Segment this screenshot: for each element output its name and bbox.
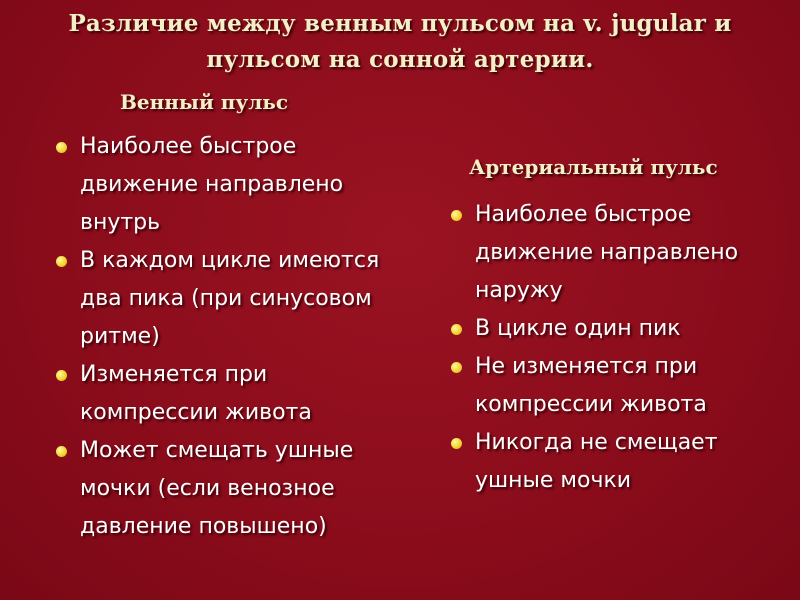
arterial-pulse-list (445, 196, 790, 500)
venous-pulse-list (50, 128, 380, 546)
list-item-text: В цикле один пик (475, 316, 681, 341)
bullet-icon (451, 438, 462, 449)
list-item-text: Не изменяется при компрессии живота (475, 354, 707, 417)
list-item-text: Наиболее быстрое движение направлено наружу (475, 202, 739, 303)
list-item (445, 348, 790, 424)
list-item (445, 196, 790, 310)
list-item (50, 242, 380, 356)
bullet-icon (451, 362, 462, 373)
list-item (50, 128, 380, 242)
list-item (50, 356, 380, 432)
venous-pulse-header: Венный пульс (120, 90, 289, 114)
bullet-icon (451, 324, 462, 335)
list-item-text: Никогда не смещает ушные мочки (475, 430, 718, 493)
bullet-icon (56, 446, 67, 457)
bullet-icon (56, 142, 67, 153)
arterial-pulse-header: Артериальный пульс (469, 155, 718, 179)
slide-title: Различие между венным пульсом на v. jugular и пульсом на сонной артерии. (68, 10, 732, 73)
bullet-icon (451, 210, 462, 221)
list-item-text: В каждом цикле имеются два пика (при синусовом ритме) (80, 248, 380, 349)
list-item (445, 310, 790, 348)
list-item (445, 424, 790, 500)
list-item-text: Изменяется при компрессии живота (80, 362, 312, 425)
list-item-text: Наиболее быстрое движение направлено внутрь (80, 134, 344, 235)
bullet-icon (56, 370, 67, 381)
list-item-text: Может смещать ушные мочки (если венозное давление повышено) (80, 438, 354, 539)
list-item (50, 432, 380, 546)
bullet-icon (56, 256, 67, 267)
